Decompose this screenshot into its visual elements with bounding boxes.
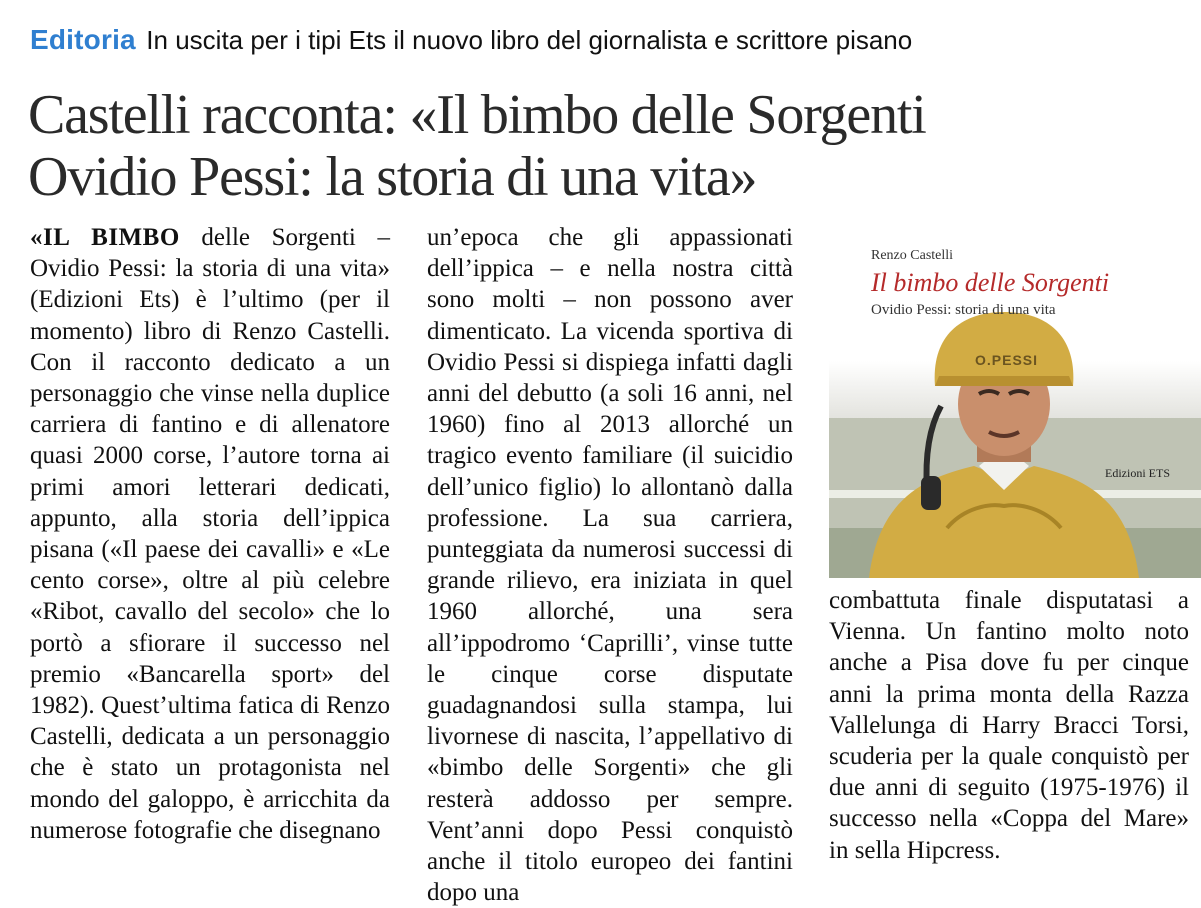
column-1-text: delle Sorgenti – Ovidio Pessi: la storia di una vita» (Edizioni Ets) è l’ultimo (per il momento) libro di Renzo Castelli. Con il racconto dedicato a un personaggio che vinse nella duplice carriera di fantino e di allenatore quasi 2000 corse, l’autore torna ai primi amori letterari dedicati, appunto, alla storia dell’ippica pisana («Il paese dei cavalli» e «Le cento corse», oltre al più celebre «Ribot, cavallo del secolo» che lo portò a sfiorare il successo nel premio «Bancarella sport» del 1982). Quest’ultima fatica di Renzo Castelli, dedicata a un personaggio che è stato un protagonista nel mondo del galoppo, è arricchita da numerose fotografie che disegnano [30, 224, 390, 844]
jockey-cap [935, 312, 1074, 386]
cap-lettering: O.PESSI [975, 352, 1039, 368]
column-3-text: combattuta finale disputatasi a Vienna. Un fantino molto noto anche a Pisa dove fu per cinque anni la prima monta della Razza Vallelunga di Harry Bracci Torsi, scuderia per la quale conquistò per due anni di seguito (1975-1976) il successo nella «Coppa del Mare» in sella Hipcress. [829, 587, 1189, 864]
cover-subtitle: Ovidio Pessi: storia di una vita [871, 302, 1056, 318]
cover-author: Renzo Castelli [871, 248, 954, 263]
headline [28, 84, 1188, 208]
article-paragraph-1 [30, 222, 390, 846]
cover-publisher: Edizioni ETS [1105, 466, 1170, 480]
headline-line-1: Castelli racconta: «Il bimbo delle Sorgenti [28, 84, 926, 146]
section-rubric: Editoria [30, 24, 136, 55]
kicker [30, 24, 1190, 56]
column-2-text: un’epoca che gli appassionati dell’ippica – e nella nostra città sono molti – non possono aver dimenticato. La vicenda sportiva di Ovidio Pessi si dispiega infatti dagli anni del debutto (a soli 16 anni, nel 1960) fino al 2013 allorché un tragico evento familiare (il suicidio dell’unico figlio) lo allontanò dalla professione. La sua carriera, punteggiata da numerosi successi di grande rilievo, era iniziata in quel 1960 allorché, una sera all’ippodromo ‘Caprilli’, vinse tutte le cinque corse disputate guadagnandosi sulla stampa, lui livornese di nascita, l’appellativo di «bimbo delle Sorgenti» che gli resterà addosso per sempre. Vent’anni dopo Pessi conquistò anche il titolo europeo dei fantini dopo una [427, 224, 793, 907]
book-cover-image [829, 228, 1201, 578]
kicker-subtitle: In uscita per i tipi Ets il nuovo libro del giornalista e scrittore pisano [146, 25, 913, 55]
lead-words: «IL BIMBO [30, 224, 180, 251]
article-column-3 [829, 585, 1189, 866]
headline-line-2: Ovidio Pessi: la storia di una vita» [28, 146, 757, 208]
cover-title: Il bimbo delle Sorgenti [871, 268, 1110, 297]
article-column-1 [30, 222, 390, 846]
article-column-2 [427, 222, 793, 908]
